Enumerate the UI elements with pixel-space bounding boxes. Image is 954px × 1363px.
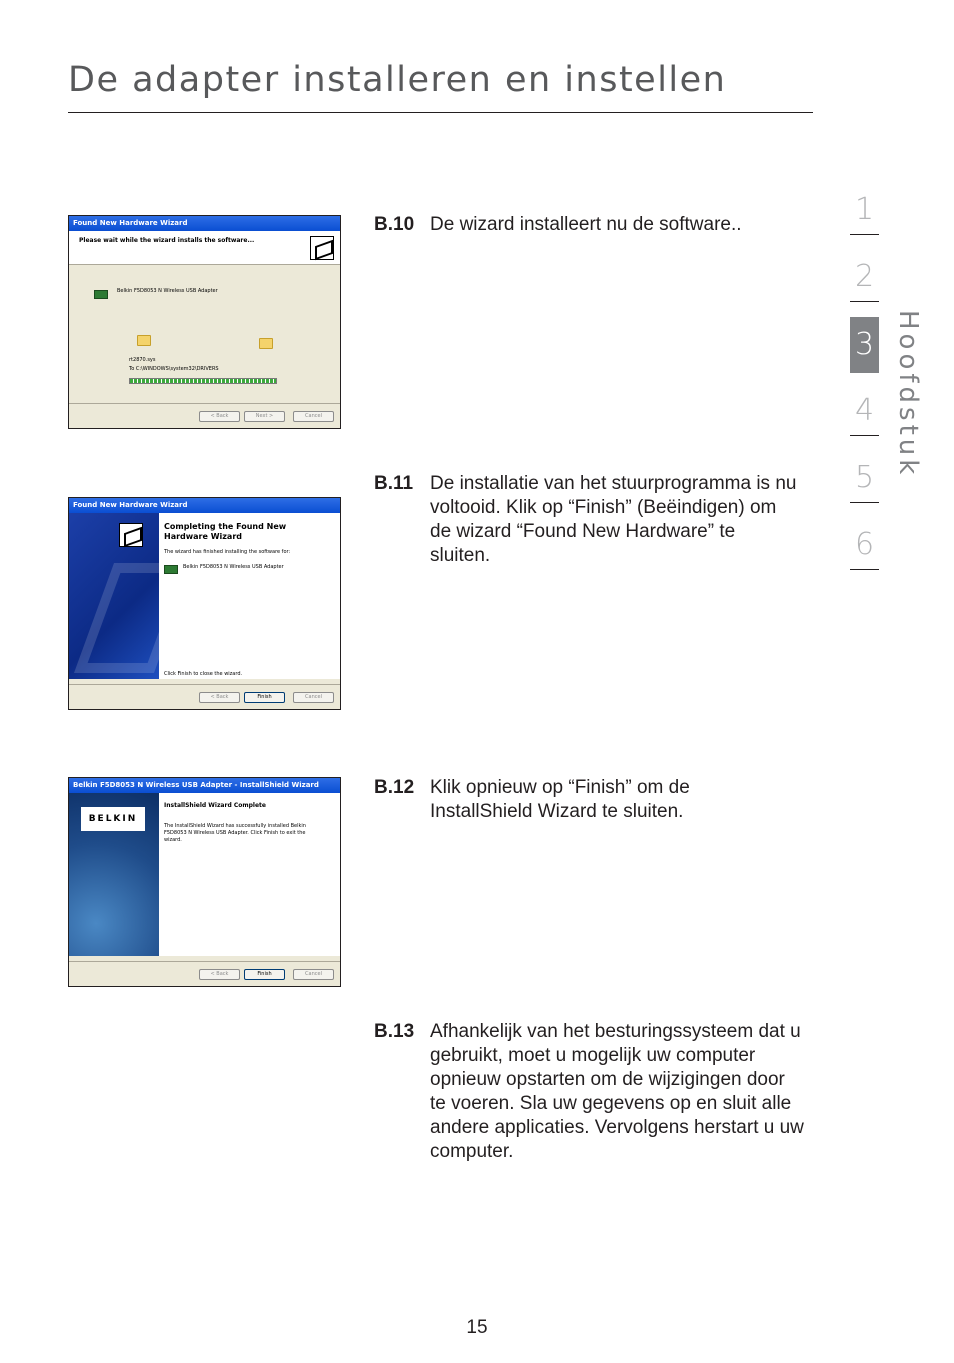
step-text: Klik opnieuw op “Finish” om de InstallShield Wizard te sluiten. [430, 777, 690, 822]
button-row [199, 692, 334, 703]
wizard-body [69, 265, 340, 405]
chapter-rule [850, 569, 879, 570]
wizard-message: The wizard has finished installing the software for: [164, 549, 291, 555]
screenshot-installing [68, 215, 341, 429]
wizard-side-panel [69, 793, 159, 956]
chapter-item-3-active[interactable] [850, 312, 879, 379]
title-rule [68, 112, 813, 113]
destination-path: To C:\WINDOWS\system32\DRIVERS [129, 366, 219, 372]
wizard-side-panel [69, 513, 159, 679]
finish-button[interactable]: Finish [244, 969, 285, 980]
file-name: rt2870.sys [129, 357, 156, 363]
button-row [199, 969, 334, 980]
chapter-number: 5 [854, 460, 875, 495]
screenshot-completing [68, 497, 341, 710]
page-number: 15 [466, 1317, 488, 1338]
wizard-content [159, 513, 340, 679]
chapter-rule [850, 502, 879, 503]
button-row [199, 411, 334, 422]
network-card-icon [94, 290, 108, 299]
wizard-header [69, 231, 340, 265]
separator [69, 961, 340, 962]
install-progress-bar [129, 378, 277, 384]
chapter-item-1[interactable] [850, 178, 879, 245]
chapter-number: 1 [854, 192, 875, 227]
chapter-rule [850, 435, 879, 436]
chapter-item-4[interactable] [850, 379, 879, 446]
network-card-icon [164, 565, 178, 574]
cancel-button[interactable]: Cancel [293, 692, 334, 703]
cancel-button[interactable]: Cancel [293, 411, 334, 422]
wizard-heading: InstallShield Wizard Complete [164, 802, 266, 809]
window-titlebar: Found New Hardware Wizard [69, 216, 340, 231]
step-b10 [374, 213, 804, 237]
chapter-rule [850, 301, 879, 302]
cancel-button[interactable]: Cancel [293, 969, 334, 980]
chapter-item-6[interactable] [850, 513, 879, 580]
step-code: B.11 [374, 473, 414, 494]
step-text: Afhankelijk van het besturingssysteem dat u gebruikt, moet u mogelijk uw computer opnieuw opstarten om de wijzigingen door te voeren. Sla uw gegevens op en sluit alle andere applicaties. Vervolgens herstart u uw computer. [430, 1021, 804, 1162]
separator [69, 403, 340, 404]
chapter-rule [850, 234, 879, 235]
chapter-number: 2 [854, 259, 875, 294]
step-code: B.12 [374, 777, 415, 798]
back-button[interactable]: < Back [199, 969, 240, 980]
hardware-icon [310, 236, 334, 260]
next-button[interactable]: Next > [244, 411, 285, 422]
close-instruction: Click Finish to close the wizard. [164, 671, 243, 677]
step-b12 [374, 776, 754, 824]
window-titlebar: Found New Hardware Wizard [69, 498, 340, 513]
page-title: De adapter installeren en instellen [68, 60, 727, 100]
step-text: De installatie van het stuurprogramma is nu voltooid. Klik op “Finish” (Beëindigen) om de wizard “Found New Hardware” te sluiten. [430, 473, 797, 566]
device-name: Belkin F5D8053 N Wireless USB Adapter [183, 564, 284, 570]
chapter-nav [850, 178, 880, 580]
wizard-heading: Completing the Found New Hardware Wizard [164, 522, 287, 541]
chapter-number: 4 [854, 393, 875, 428]
wizard-message: The InstallShield Wizard has successfully installed Belkin F5D8053 N Wireless USB Adapter. Click Finish to exit the wizard. [164, 823, 306, 843]
separator [69, 684, 340, 685]
chapter-label: Hoofdstuk [893, 310, 923, 479]
chapter-item-2[interactable] [850, 245, 879, 312]
back-button[interactable]: < Back [199, 692, 240, 703]
hardware-icon [119, 523, 143, 547]
step-code: B.13 [374, 1021, 415, 1042]
chapter-item-5[interactable] [850, 446, 879, 513]
chapter-number: 6 [854, 527, 875, 562]
step-code: B.10 [374, 214, 415, 235]
window-titlebar: Belkin F5D8053 N Wireless USB Adapter - InstallShield Wizard [69, 778, 340, 793]
finish-button[interactable]: Finish [244, 692, 285, 703]
step-text: De wizard installeert nu de software.. [430, 214, 742, 235]
device-name: Belkin F5D8053 N Wireless USB Adapter [117, 288, 218, 294]
step-b11 [374, 472, 799, 568]
screenshot-installshield [68, 777, 341, 987]
folder-icon [137, 335, 151, 346]
folder-icon [259, 338, 273, 349]
belkin-logo: BELKIN [81, 807, 145, 831]
chapter-number: 3 [850, 317, 879, 373]
step-b13 [374, 1020, 804, 1164]
wizard-content [159, 793, 340, 956]
wizard-header-text: Please wait while the wizard installs the software... [79, 237, 255, 244]
back-button[interactable]: < Back [199, 411, 240, 422]
